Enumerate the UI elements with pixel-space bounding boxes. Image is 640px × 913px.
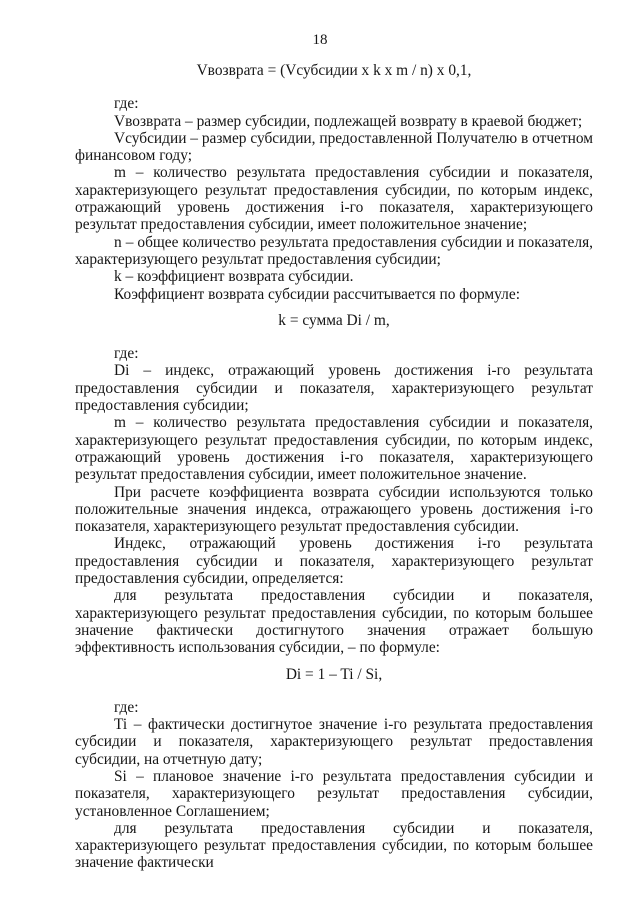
where-label: где: xyxy=(114,698,139,716)
definition-si: Si – плановое значение i-го результата предоставления субсидии и показателя, характеризующего результат предоставления субсидии, установленное Соглашением; xyxy=(75,767,593,820)
definition-k: k – коэффициент возврата субсидии. xyxy=(114,268,354,286)
paragraph-continued: для результата предоставления субсидии и показателя, характеризующего результат предоставления субсидии, по которым большее значение фактически xyxy=(75,819,593,872)
definition-ti: Ti – фактически достигнутое значение i-го результата предоставления субсидии и показателя, характеризующего результат предоставления субсидии, на отчетную дату; xyxy=(75,716,593,768)
definition-n: n – общее количество результата предоставления субсидии и показателя, характеризующего результат предоставления субсидии; xyxy=(75,233,593,268)
paragraph-index-definition: Индекс, отражающий уровень достижения i-го результата предоставления субсидии и показателя, характеризующего результат предоставления субсидии, определяется: xyxy=(75,535,593,588)
definition-m: m – количество результата предоставления субсидии и показателя, характеризующего результат предоставления субсидии, по которым индекс, отражающий уровень достижения i-го показателя, характеризующего результат предоставления субсидии, имеет положительное значение; xyxy=(75,164,593,234)
definition-m: m – количество результата предоставления субсидии и показателя, характеризующего результат предоставления субсидии, по которым индекс, отражающий уровень достижения i-го показателя, характеризующего результат предоставления субсидии, имеет положительное значение. xyxy=(75,414,593,484)
paragraph-positive-values: При расчете коэффициента возврата субсидии используются только положительные значения индекса, отражающего уровень достижения i-го показателя, характеризующего результат предоставления субсидии. xyxy=(75,483,593,536)
definition-v-return: Vвозврата – размер субсидии, подлежащей возврату в краевой бюджет; xyxy=(114,112,583,130)
paragraph-greater-is-better: для результата предоставления субсидии и показателя, характеризующего результат предоставления субсидии, по которым большее значение фактически достигнутого значения отражает большую эффективность использования субсидии, – по формуле: xyxy=(75,587,593,657)
definition-di: Di – индекс, отражающий уровень достижения i-го результата предоставления субсидии и показателя, характеризующего результат предоставления субсидии; xyxy=(75,362,593,415)
paragraph-k-intro: Коэффициент возврата субсидии рассчитывается по формуле: xyxy=(114,285,520,303)
formula-k: k = сумма Di / m, xyxy=(278,311,390,329)
page-number: 18 xyxy=(312,32,328,48)
document-body xyxy=(75,60,593,872)
where-label: где: xyxy=(114,345,139,363)
definition-v-subsidy: Vсубсидии – размер субсидии, предоставленной Получателю в отчетном финансовом году; xyxy=(75,129,593,165)
formula-return-volume: Vвозврата = (Vсубсидии x k x m / n) x 0,1, xyxy=(196,62,472,79)
formula-di: Di = 1 – Ti / Si, xyxy=(285,665,383,683)
where-label: где: xyxy=(114,95,139,113)
